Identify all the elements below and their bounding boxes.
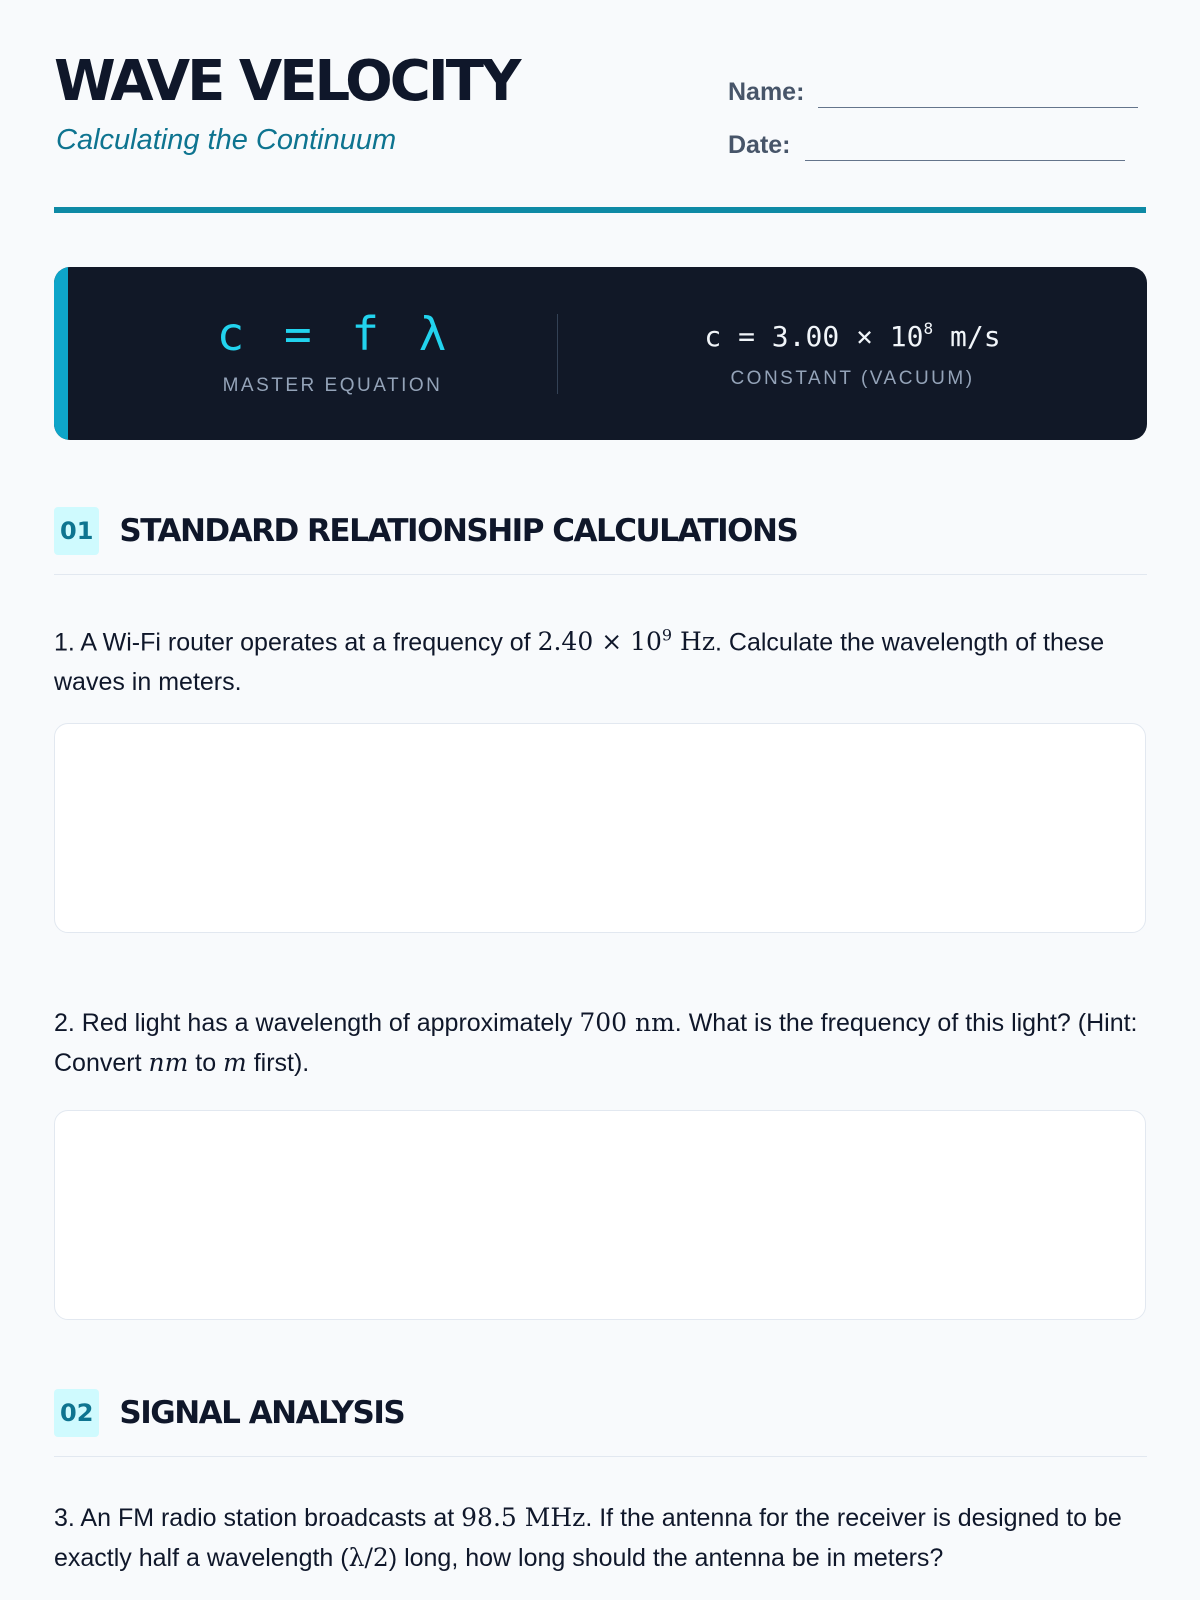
section-02-header bbox=[54, 1389, 1147, 1437]
constant-unit: m/s bbox=[933, 320, 1001, 353]
worksheet-header bbox=[54, 0, 1146, 214]
question-3 bbox=[54, 1498, 1147, 1578]
question-2 bbox=[54, 1003, 1147, 1083]
master-equation-caption: MASTER EQUATION bbox=[222, 375, 443, 396]
speed-of-light-constant bbox=[558, 319, 1147, 353]
date-label: Date: bbox=[728, 131, 791, 159]
section-number-badge: 01 bbox=[54, 507, 99, 555]
question-3-math: 98.5 MHz bbox=[461, 1503, 586, 1532]
formula-accent-bar bbox=[54, 267, 68, 440]
constant-caption: CONSTANT (VACUUM) bbox=[730, 368, 975, 389]
section-title: SIGNAL ANALYSIS bbox=[119, 1395, 405, 1431]
question-3-math-expr: λ/2 bbox=[348, 1543, 389, 1572]
master-equation: c = f λ bbox=[216, 307, 449, 361]
answer-box-2[interactable] bbox=[54, 1110, 1146, 1320]
question-3-text: 3. An FM radio station broadcasts at bbox=[54, 1504, 462, 1532]
name-input-line[interactable] bbox=[818, 107, 1138, 108]
question-2-text-to: to bbox=[188, 1049, 224, 1077]
section-02-divider bbox=[54, 1456, 1147, 1457]
formula-card bbox=[54, 267, 1147, 440]
name-label: Name: bbox=[728, 78, 805, 106]
section-number-badge: 02 bbox=[54, 1389, 99, 1437]
question-1-math-base: 2.40 × 10 bbox=[537, 627, 662, 657]
answer-box-1[interactable] bbox=[54, 723, 1146, 933]
constant-value: c = 3.00 × 10 bbox=[704, 320, 924, 353]
question-3-text-middle: . If the antenna for the receiver is designed to be exactly half a wavelength ( bbox=[54, 1504, 1122, 1572]
constant-exponent: 8 bbox=[923, 319, 934, 338]
section-01-header bbox=[54, 507, 1147, 555]
page-subtitle: Calculating the Continuum bbox=[56, 124, 397, 156]
name-field[interactable] bbox=[728, 80, 1138, 105]
question-1-text-end: . Calculate the wavelength of these waves in meters. bbox=[54, 628, 1105, 697]
date-input-line[interactable] bbox=[805, 160, 1125, 161]
question-1-math-unit: Hz bbox=[672, 627, 716, 657]
question-2-math: 700 nm bbox=[579, 1008, 675, 1037]
header-divider bbox=[54, 207, 1146, 213]
master-equation-panel bbox=[68, 267, 597, 440]
question-2-var-nm: nm bbox=[148, 1048, 189, 1077]
question-2-text: 2. Red light has a wavelength of approximately bbox=[54, 1009, 580, 1037]
constant-panel bbox=[558, 267, 1147, 440]
question-1-text: 1. A Wi-Fi router operates at a frequency of bbox=[54, 628, 538, 657]
question-1-math bbox=[538, 627, 715, 656]
question-1 bbox=[54, 616, 1147, 702]
date-field[interactable] bbox=[728, 133, 1125, 158]
question-2-text-end: first). bbox=[246, 1049, 310, 1077]
question-3-text-end: ) long, how long should the antenna be in meters? bbox=[388, 1544, 944, 1572]
question-2-text-middle: . What is the frequency of this light? (Hint: Convert bbox=[54, 1009, 1138, 1077]
page-title: WAVE VELOCITY bbox=[54, 49, 519, 114]
question-1-math-exponent: 9 bbox=[661, 626, 673, 645]
section-title: STANDARD RELATIONSHIP CALCULATIONS bbox=[119, 513, 798, 549]
question-2-var-m: m bbox=[223, 1048, 247, 1077]
section-01-divider bbox=[54, 574, 1147, 575]
